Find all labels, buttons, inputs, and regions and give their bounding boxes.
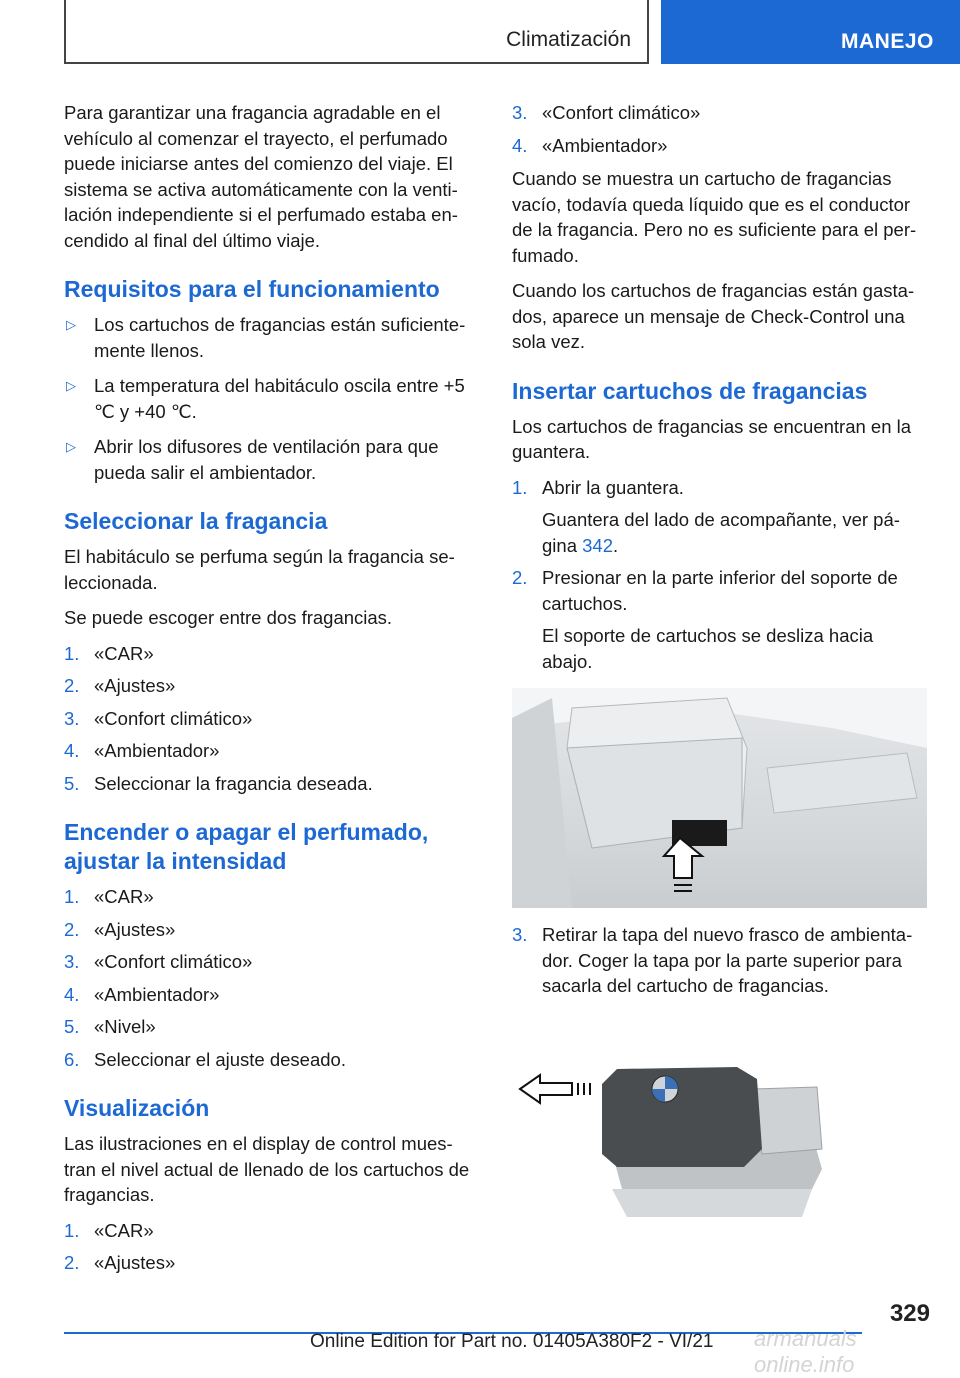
- triangle-bullet-icon: ▷: [66, 378, 76, 393]
- list-item: 1. «CAR»: [64, 1219, 154, 1241]
- page-link[interactable]: 342: [582, 534, 613, 556]
- glovebox-photo: [512, 688, 927, 908]
- list-item: 2. Presionar en la parte inferior del soporte de cartuchos. El soporte de cartuchos se desliza hacia abajo.: [512, 565, 927, 674]
- onoff-steps: [64, 884, 478, 1072]
- step-note: Guantera del lado de acompañante, ver página 342.: [542, 509, 900, 556]
- continued-steps: [512, 100, 927, 158]
- paragraph: El habitáculo se perfuma según la fragancia seleccionada.: [64, 546, 455, 593]
- heading-display: Visualización: [64, 1095, 210, 1121]
- step-note: El soporte de cartuchos se desliza hacia abajo.: [542, 625, 874, 672]
- header-section-box: [64, 0, 649, 64]
- list-item: ▷ Abrir los difusores de ventilación para que pueda salir el ambientador.: [66, 436, 439, 483]
- chapter-tab[interactable]: MANEJO: [661, 0, 960, 64]
- list-item: 6. Seleccionar el ajuste deseado.: [64, 1048, 346, 1070]
- list-item: 1. «CAR»: [64, 886, 154, 907]
- list-item: 5. «Nivel»: [64, 1016, 156, 1037]
- list-item: 2. «Ajustes»: [64, 1252, 176, 1273]
- list-item: ▷ La temperatura del habitáculo oscila entre +5 ℃ y +40 ℃.: [66, 375, 465, 422]
- right-column: [512, 100, 927, 1249]
- triangle-bullet-icon: ▷: [66, 317, 76, 332]
- insert-steps: [512, 475, 927, 675]
- list-item: 2. «Ajustes»: [64, 675, 176, 696]
- insert-steps-continued: [512, 922, 927, 999]
- requirements-list: [64, 312, 478, 485]
- paragraph: Cuando los cartuchos de fragancias están gastados, aparece un mensaje de Check-Control una sola vez.: [512, 280, 915, 352]
- select-steps: [64, 641, 478, 797]
- list-item: 3. «Confort climático»: [512, 102, 701, 123]
- heading-insert-cartridges: Insertar cartuchos de fragancias: [512, 377, 868, 404]
- heading-on-off: Encender o apagar el perfumado, ajustar la intensidad: [64, 819, 429, 874]
- list-item: ▷ Los cartuchos de fragancias están suficientemente llenos.: [66, 314, 466, 361]
- paragraph: Cuando se muestra un cartucho de fragancias vacío, todavía queda líquido que es el conductor de la fragancia. Pero no es suficiente para el perfumado.: [512, 168, 917, 266]
- list-item: 4. «Ambientador»: [64, 983, 220, 1005]
- heading-requirements: Requisitos para el funcionamiento: [64, 276, 440, 302]
- paragraph: Las ilustraciones en el display de control muestran el nivel actual de llenado de los cartuchos de fragancias.: [64, 1133, 470, 1205]
- paragraph: Se puede escoger entre dos fragancias.: [64, 607, 393, 628]
- cartridge-illustration: [512, 1039, 927, 1249]
- triangle-bullet-icon: ▷: [66, 439, 76, 454]
- display-steps: [64, 1218, 478, 1276]
- heading-select-fragrance: Seleccionar la fragancia: [64, 508, 328, 534]
- list-item: 1. «CAR»: [64, 642, 154, 664]
- watermark: armanuals online.info: [754, 1326, 857, 1377]
- section-title: Climatización: [506, 28, 631, 51]
- page-number: 329: [889, 1300, 930, 1327]
- list-item: 2. «Ajustes»: [64, 918, 176, 940]
- list-item: 5. Seleccionar la fragancia deseada.: [64, 772, 373, 794]
- paragraph: Los cartuchos de fragancias se encuentran en la guantera.: [512, 415, 912, 462]
- intro-paragraph: Para garantizar una fragancia agradable en el vehículo al comenzar el trayecto, el perfumado puede iniciarse antes del comienzo del viaje. El sistema se activa automáticamente con la ventilación independiente si el perfumado estaba encendido al final del último viaje.: [64, 102, 458, 251]
- list-item: 3. Retirar la tapa del nuevo frasco de ambientador. Coger la tapa por la parte superior para sacarla del cartucho de fragancias.: [512, 924, 913, 996]
- list-item: 4. «Ambientador»: [64, 740, 220, 761]
- list-item: 3. «Confort climático»: [64, 707, 253, 729]
- left-column: [64, 100, 478, 1284]
- list-item: 4. «Ambientador»: [512, 134, 668, 156]
- list-item: 1. Abrir la guantera. Guantera del lado de acompañante, ver página 342.: [512, 475, 927, 559]
- list-item: 3. «Confort climático»: [64, 951, 253, 972]
- edition-text: Online Edition for Part no. 01405A380F2 - VI/21: [310, 1331, 714, 1352]
